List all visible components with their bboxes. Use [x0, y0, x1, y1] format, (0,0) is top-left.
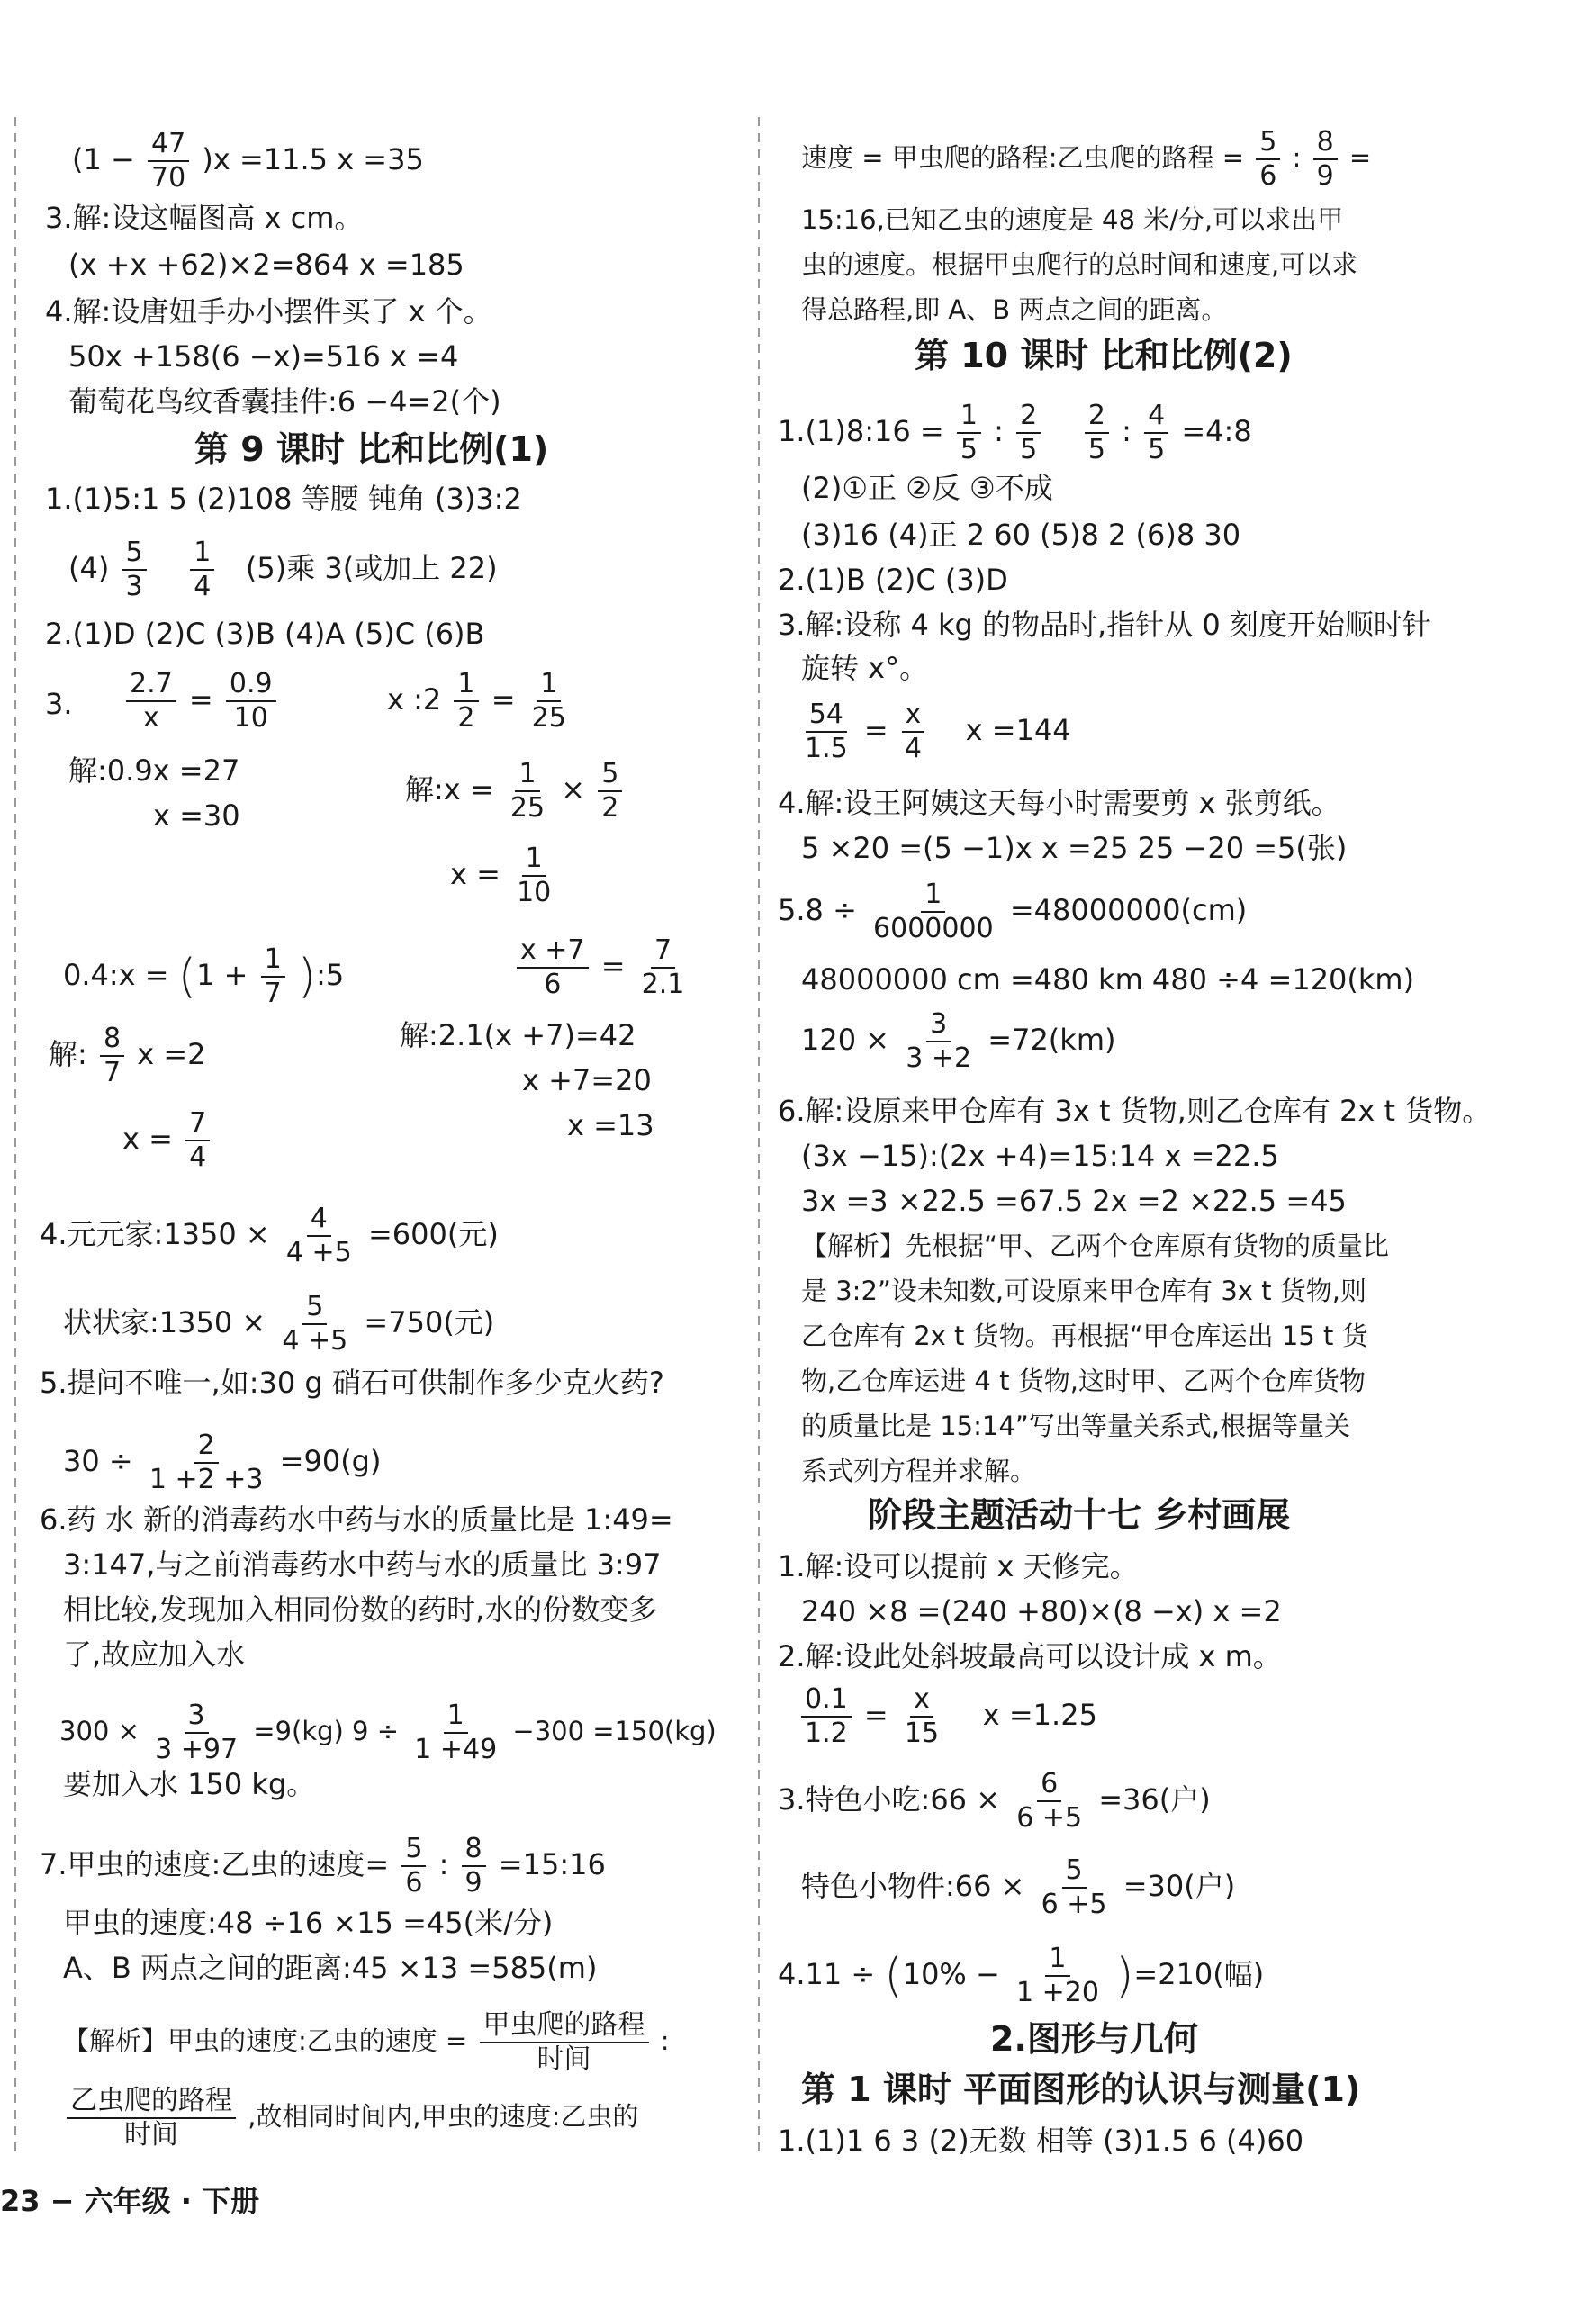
answer-line: 48000000 cm =480 km 480 ÷4 =120(km) [801, 962, 1415, 997]
answer-line: 2.(1)D (2)C (3)B (4)A (5)C (6)B [45, 617, 485, 651]
fraction: $\frac{8}{9}$ [1313, 126, 1338, 193]
fraction: $\frac{5}{2}$ [598, 758, 622, 825]
fraction: $\frac{47}{70}$ [148, 128, 189, 194]
fraction: $\frac{7}{4}$ [185, 1107, 210, 1174]
answer-line: (3)16 (4)正 2 60 (5)8 2 (6)8 30 [801, 518, 1241, 552]
fraction: $\frac{0.9}{10}$ [226, 668, 276, 735]
left-margin-rule [14, 117, 16, 2151]
equation: 7.甲虫的速度:乙虫的速度= $\frac{5}{6}$ : $\frac{8}{9}$ =15:16 [40, 1833, 606, 1899]
equation: x = $\frac{1}{10}$ [450, 843, 558, 909]
fraction: $\frac{2}{5}$ [1016, 400, 1041, 466]
fraction: $\frac{1}{1 +20}$ [1015, 1943, 1099, 2008]
analysis-line: 得总路程,即 A、B 两点之间的距离。 [801, 294, 1228, 325]
fraction: $\frac{5}{6}$ [1256, 126, 1280, 193]
answer-line: 3.解:设称 4 kg 的物品时,指针从 0 刻度开始顺时针 [778, 608, 1431, 642]
equation: 解:x = $\frac{1}{25}$ × $\frac{5}{2}$ [405, 758, 626, 825]
answer-line: (4) $\frac{5}{3}$ $\frac{1}{4}$ (5)乘 3(或加上 22) [68, 537, 498, 602]
lesson-heading: 第 10 课时 比和比例(2) [915, 336, 1293, 375]
fraction: $\frac{0.1}{1.2}$ [801, 1683, 852, 1750]
equation: $\frac{0.1}{1.2}$ = $\frac{x}{15}$ x =1.25 [798, 1683, 1097, 1750]
answer-line: 4.解:设王阿姨这天每小时需要剪 x 张剪纸。 [778, 786, 1340, 820]
answer-line: 2.(1)B (2)C (3)D [778, 563, 1008, 597]
fraction: $\frac{3}{3 +97}$ [155, 1700, 239, 1765]
equation: 0.4:x = (1 + $\frac{1}{7}$ ):5 [63, 943, 345, 1009]
fraction: $\frac{2.7}{x}$ [126, 668, 176, 735]
column-divider [758, 117, 760, 2151]
equation: 状状家:1350 × $\frac{5}{4 +5}$ =750(元) [63, 1291, 495, 1357]
answer-line: 旋转 x°。 [801, 651, 929, 685]
answer-line: 50x +158(6 −x)=516 x =4 [68, 339, 459, 374]
analysis-line: 【解析】甲虫的速度:乙虫的速度 = $\frac{\text{甲虫爬的路程}}{\text{时间}}$ : [63, 2009, 670, 2075]
fraction: $\frac{1}{2}$ [454, 668, 478, 735]
answer-line: 甲虫的速度:48 ÷16 ×15 =45(米/分) [63, 1906, 554, 1940]
equation: 3.特色小吃:66 × $\frac{6}{6 +5}$ =36(户) [778, 1768, 1211, 1834]
answer-line: 1.(1)5:1 5 (2)108 等腰 钝角 (3)3:2 [45, 482, 522, 516]
answer-line: 6.药 水 新的消毒药水中药与水的质量比是 1:49= [40, 1502, 673, 1537]
fraction: $\frac{5}{4 +5}$ [282, 1291, 348, 1357]
analysis-line: 【解析】先根据“甲、乙两个仓库原有货物的质量比 [801, 1231, 1390, 1261]
equation: 30 ÷ $\frac{2}{1 +2 +3}$ =90(g) [63, 1430, 382, 1495]
fraction: $\frac{4}{5}$ [1144, 400, 1168, 466]
analysis-line: 系式列方程并求解。 [801, 1456, 1037, 1486]
equation: 4.元元家:1350 × $\frac{4}{4 +5}$ =600(元) [40, 1203, 499, 1268]
analysis-line: 15:16,已知乙虫的速度是 48 米/分,可以求出甲 [801, 204, 1344, 235]
fraction: $\frac{\text{甲虫爬的路程}}{\text{时间}}$ [480, 2009, 649, 2076]
answer-line: (2)①正 ②反 ③不成 [801, 471, 1053, 505]
fraction: $\frac{1}{7}$ [261, 943, 285, 1010]
fraction: $\frac{6}{6 +5}$ [1016, 1768, 1083, 1834]
answer-line: 要加入水 150 kg。 [63, 1767, 316, 1801]
fraction: $\frac{1}{6000000}$ [873, 879, 994, 944]
answer-line: 3.解:设这幅图高 x cm。 [45, 201, 364, 235]
fraction: $\frac{1}{1 +49}$ [414, 1700, 498, 1765]
answer-line: x +7=20 [522, 1063, 652, 1097]
answer-line: x =30 [153, 798, 240, 833]
fraction: $\frac{4}{4 +5}$ [285, 1203, 352, 1268]
equation: 120 × $\frac{3}{3 +2}$ =72(km) [801, 1008, 1116, 1074]
answer-line: A、B 两点之间的距离:45 ×13 =585(m) [63, 1951, 598, 1985]
answer-line: 1.(1)1 6 3 (2)无数 相等 (3)1.5 6 (4)60 [778, 2124, 1304, 2158]
fraction: $\frac{1}{10}$ [517, 843, 552, 908]
fraction: $\frac{8}{7}$ [100, 1023, 124, 1089]
analysis-line: $\frac{\text{乙虫爬的路程}}{\text{时间}}$ ,故相同时间内,甲虫的速度:乙虫的 [63, 2085, 638, 2151]
answer-line: (x +x +62)×2=864 x =185 [68, 248, 464, 282]
fraction: $\frac{1}{25}$ [509, 758, 546, 824]
equation: $\frac{x +7}{6}$ = $\frac{7}{2.1}$ [513, 934, 691, 1001]
section-heading: 2.图形与几何 [990, 2019, 1198, 2059]
answer-line: 3x =3 ×22.5 =67.5 2x =2 ×22.5 =45 [801, 1184, 1347, 1218]
fraction: $\frac{x +7}{6}$ [517, 934, 589, 1001]
equation: 1.(1)8:16 = $\frac{1}{5}$ : $\frac{2}{5}$ $\frac{2}{5}$ : $\frac{4}{5}$ =4:8 [778, 400, 1252, 465]
lesson-heading: 第 9 课时 比和比例(1) [194, 429, 549, 469]
answer-line: 了,故应加入水 [63, 1637, 246, 1672]
answer-line: (1 − $\frac{47}{70}$ )x =11.5 x =35 [72, 128, 424, 194]
fraction: $\frac{1}{5}$ [957, 400, 981, 466]
answer-line: 解:2.1(x +7)=42 [400, 1018, 636, 1052]
fraction: $\frac{1}{4}$ [190, 537, 214, 603]
question-number: 3. [45, 687, 73, 721]
activity-heading: 阶段主题活动十七 乡村画展 [868, 1495, 1291, 1535]
answer-line: 1.解:设可以提前 x 天修完。 [778, 1549, 1139, 1583]
fraction: $\frac{8}{9}$ [462, 1833, 486, 1899]
fraction: $\frac{54}{1.5}$ [805, 699, 848, 764]
fraction: $\frac{5}{6 +5}$ [1041, 1854, 1107, 1920]
fraction: $\frac{2}{5}$ [1085, 400, 1109, 466]
equation: 5.8 ÷ $\frac{1}{6000000}$ =48000000(cm) [778, 879, 1248, 944]
answer-line: 240 ×8 =(240 +80)×(8 −x) x =2 [801, 1594, 1282, 1628]
analysis-line: 虫的速度。根据甲虫爬行的总时间和速度,可以求 [801, 249, 1358, 280]
fraction: $\frac{x}{4}$ [901, 699, 925, 765]
equation: 4.11 ÷ (10% − $\frac{1}{1 +20}$ )=210(幅) [778, 1943, 1265, 2008]
analysis-line: 速度 = 甲虫爬的路程:乙虫爬的路程 = $\frac{5}{6}$ : $\frac{8}{9}$ = [801, 126, 1372, 192]
fraction: $\frac{x}{15}$ [904, 1683, 940, 1749]
equation: 特色小物件:66 × $\frac{5}{6 +5}$ =30(户) [801, 1854, 1236, 1920]
equation: $\frac{2.7}{x}$ = $\frac{0.9}{10}$ [122, 668, 280, 735]
analysis-line: 物,乙仓库运进 4 t 货物,这时甲、乙两个仓库货物 [801, 1366, 1366, 1396]
analysis-line: 是 3:2”设未知数,可设原来甲仓库有 3x t 货物,则 [801, 1276, 1366, 1306]
answer-line: 解:0.9x =27 [68, 753, 240, 788]
fraction: $\frac{5}{6}$ [401, 1833, 426, 1899]
fraction: $\frac{3}{3 +2}$ [906, 1008, 972, 1074]
answer-line: 5.提问不唯一,如:30 g 硝石可供制作多少克火药? [40, 1366, 664, 1400]
answer-line: 5 ×20 =(5 −1)x x =25 25 −20 =5(张) [801, 831, 1348, 865]
answer-line: 6.解:设原来甲仓库有 3x t 货物,则乙仓库有 2x t 货物。 [778, 1094, 1492, 1128]
answer-line: x =13 [567, 1108, 654, 1142]
fraction: $\frac{1}{25}$ [531, 668, 566, 734]
equation: 解: $\frac{8}{7}$ x =2 [49, 1023, 206, 1088]
page-footer: 23 − 六年级 · 下册 [0, 2184, 260, 2218]
equation: $\frac{54}{1.5}$ = $\frac{x}{4}$ x =144 [798, 699, 1071, 765]
answer-line: 葡萄花鸟纹香囊挂件:6 −4=2(个) [68, 384, 501, 419]
equation: x = $\frac{7}{4}$ [122, 1107, 213, 1174]
fraction: $\frac{7}{2.1}$ [641, 934, 685, 1000]
analysis-line: 乙仓库有 2x t 货物。再根据“甲仓库运出 15 t 货 [801, 1321, 1368, 1351]
answer-line: 相比较,发现加入相同份数的药时,水的份数变多 [63, 1592, 658, 1627]
answer-line: 2.解:设此处斜坡最高可以设计成 x m。 [778, 1639, 1282, 1673]
answer-line: (3x −15):(2x +4)=15:14 x =22.5 [801, 1139, 1279, 1173]
answer-line: 3:147,与之前消毒药水中药与水的质量比 3:97 [63, 1547, 662, 1582]
equation: x :2 $\frac{1}{2}$ = $\frac{1}{25}$ [387, 668, 573, 735]
fraction: $\frac{5}{3}$ [122, 537, 147, 603]
answer-line: 4.解:设唐妞手办小摆件买了 x 个。 [45, 294, 492, 329]
fraction: $\frac{\text{乙虫爬的路程}}{\text{时间}}$ [67, 2085, 236, 2151]
equation: 300 × $\frac{3}{3 +97}$ =9(kg) 9 ÷ $\frac{1}{1 +49}$ −300 =150(kg) [59, 1700, 717, 1765]
fraction: $\frac{2}{1 +2 +3}$ [149, 1430, 264, 1495]
analysis-line: 的质量比是 15:14”写出等量关系式,根据等量关 [801, 1411, 1351, 1441]
lesson-heading: 第 1 课时 平面图形的认识与测量(1) [801, 2070, 1361, 2109]
